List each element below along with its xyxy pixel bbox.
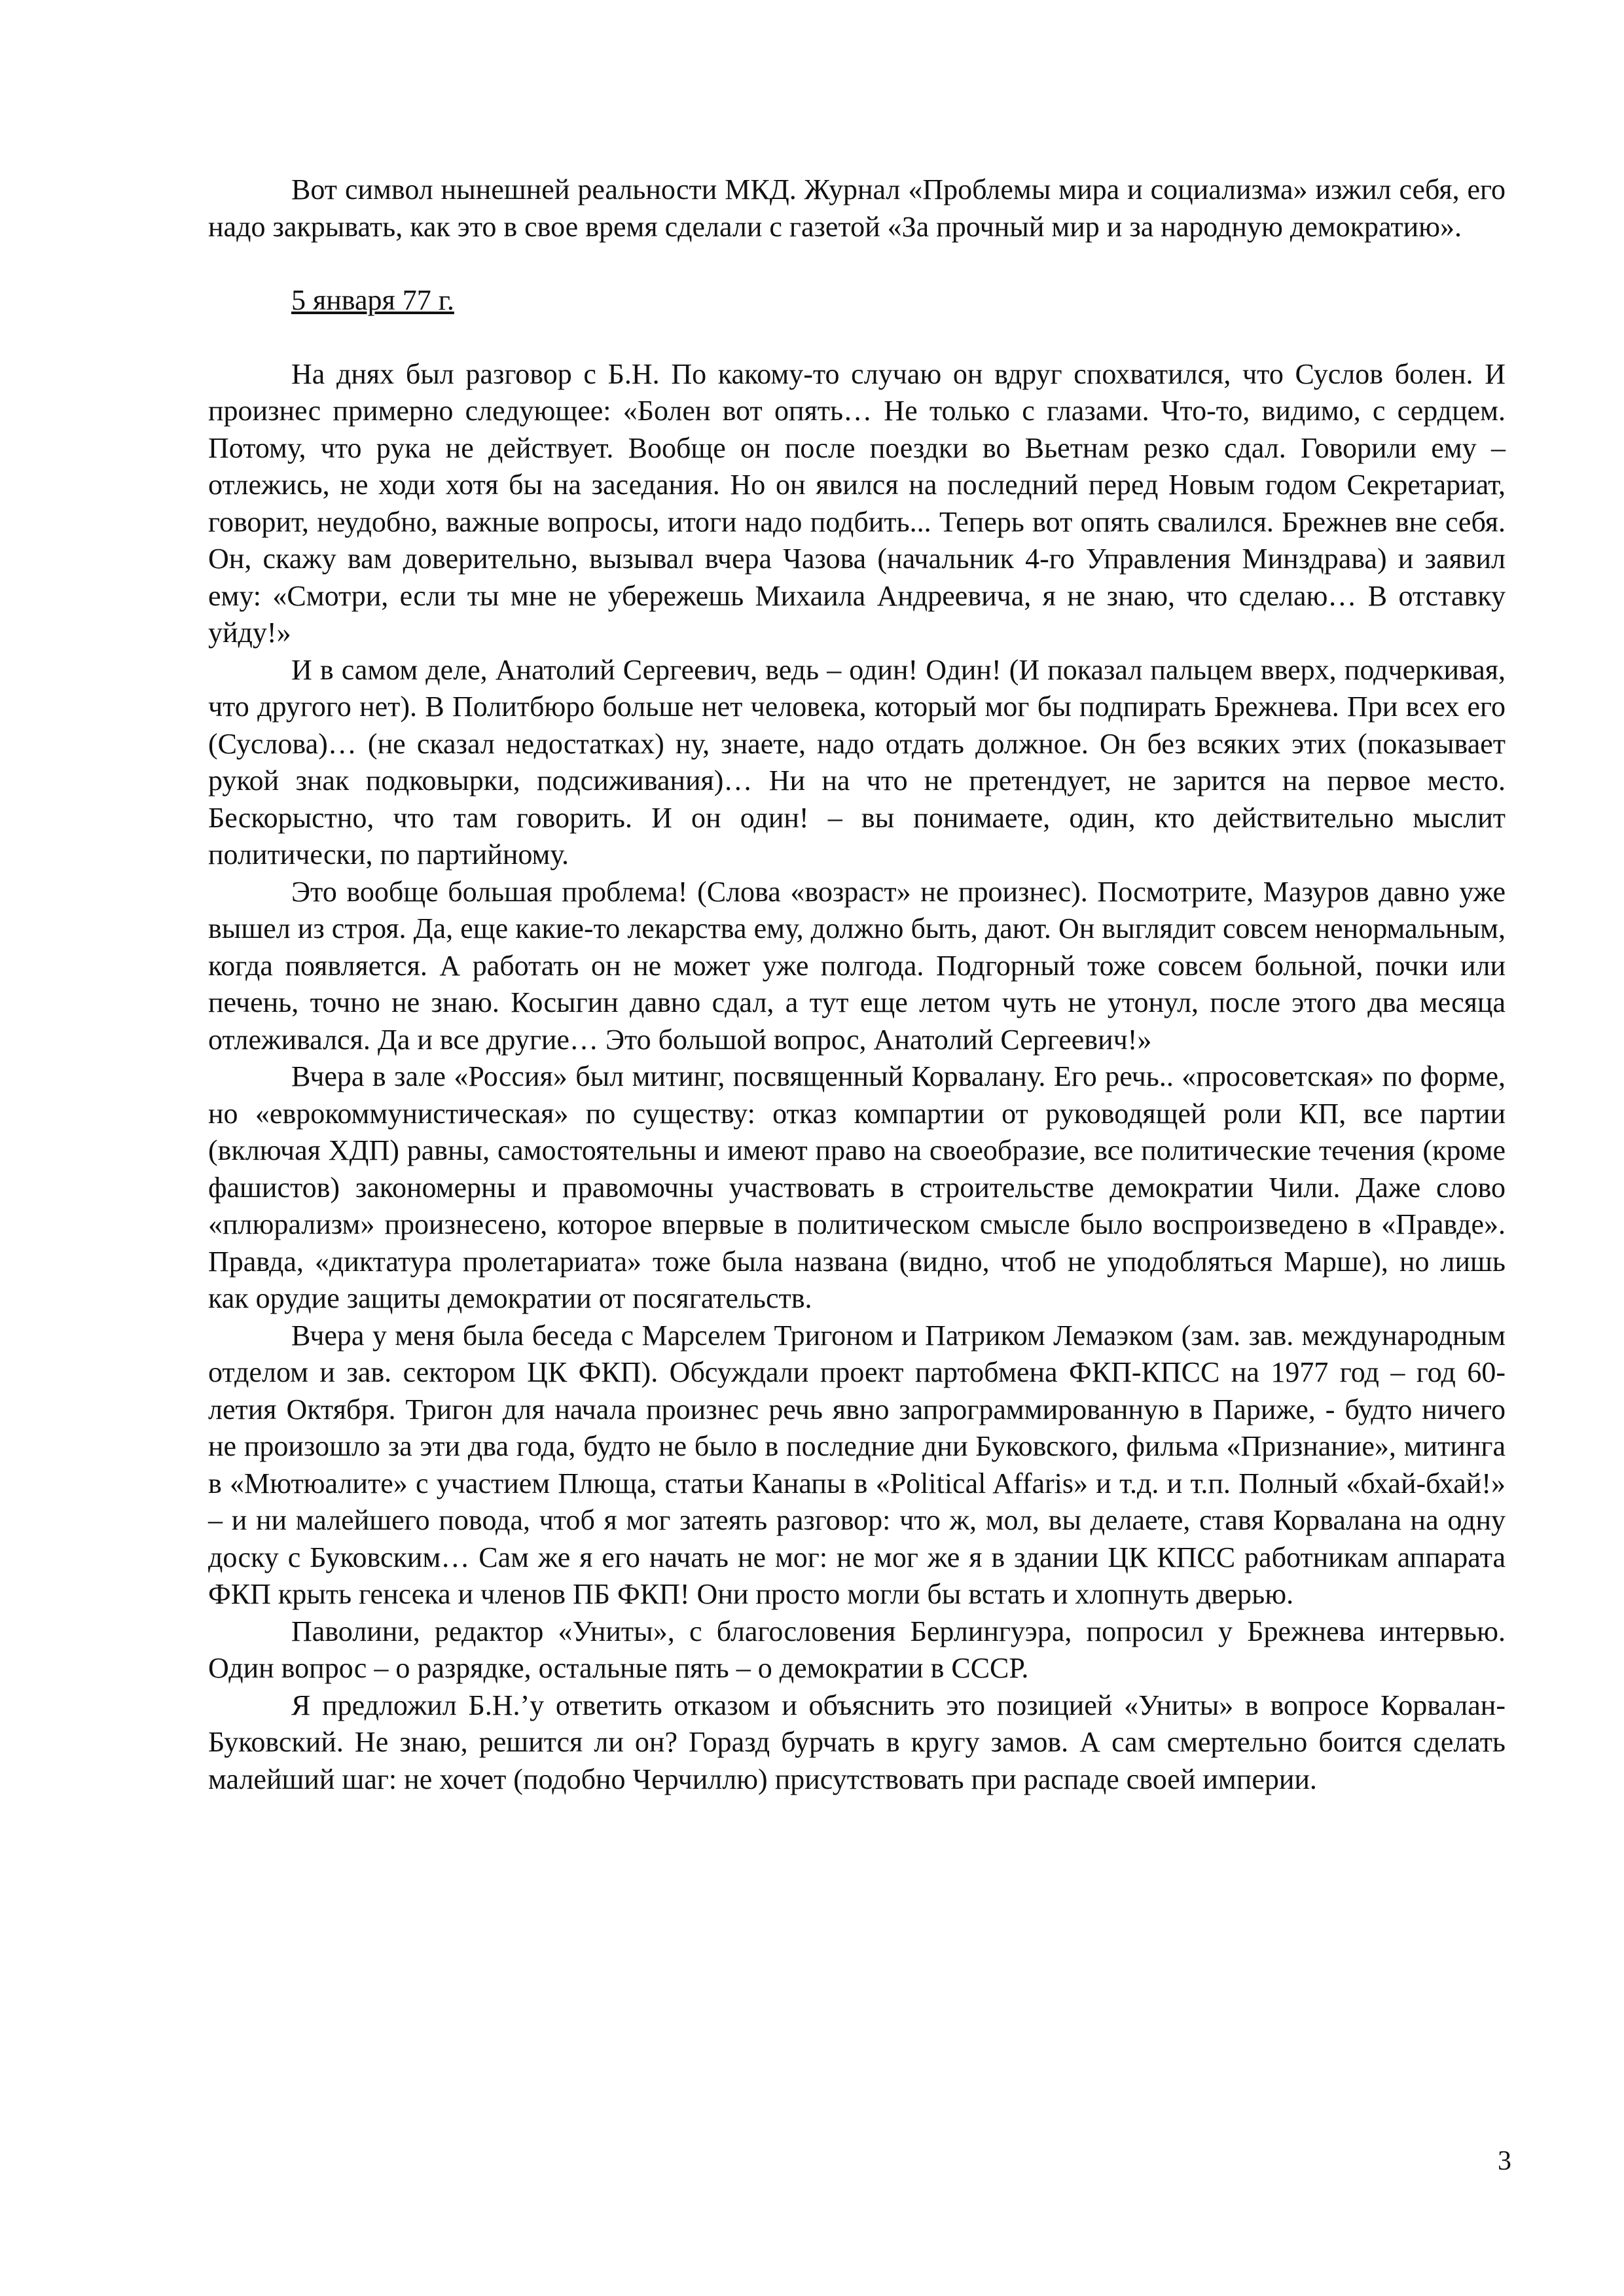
- body-paragraph: Паволини, редактор «Униты», с благословения Берлингуэра, попросил у Брежнева интервью. Один вопрос – о разрядке, остальные пять – о демократии в СССР.: [208, 1615, 1506, 1684]
- body-paragraph: На днях был разговор с Б.Н. По какому-то случаю он вдруг спохватился, что Суслов болен. И произнес примерно следующее: «Болен вот опять… Не только с глазами. Что-то, видимо, с сердцем. Потому, что рука не действует. Вообще он после поездки во Вьетнам резко сдал. Говорили ему – отлежись, не ходи хотя бы на заседания. Но он явился на последний перед Новым годом Секретариат, говорит, неудобно, важные вопросы, итоги надо подбить... Теперь вот опять свалился. Брежнев вне себя. Он, скажу вам доверительно, вызывал вчера Чазова (начальник 4-го Управления Минздрава) и заявил ему: «Смотри, если ты мне не убережешь Михаила Андреевича, я не знаю, что сделаю… В отставку уйду!»: [208, 357, 1506, 649]
- body-paragraph: Вчера в зале «Россия» был митинг, посвященный Корвалану. Его речь.. «просоветская» по форме, но «еврокоммунистическая» по существу: отказ компартии от руководящей роли КП, все партии (включая ХДП) равны, самостоятельны и имеют право на своеобразие, все политические течения (кроме фашистов) закономерны и правомочны участвовать в строительстве демократии Чили. Даже слово «плюрализм» произнесено, которое впервые в политическом смысле было воспроизведено в «Правде». Правда, «диктатура пролетариата» тоже была названа (видно, чтоб не уподобляться Марше), но лишь как орудие защиты демократии от посягательств.: [208, 1060, 1506, 1314]
- body-paragraph: Вчера у меня была беседа с Марселем Тригоном и Патриком Лемаэком (зам. зав. международным отделом и зав. сектором ЦК ФКП). Обсуждали проект партобмена ФКП-КПСС на 1977 год – год 60-летия Октября. Тригон для начала произнес речь явно запрограммированную в Париже, - будто ничего не произошло за эти два года, будто не было в последние дни Буковского, фильма «Признание», митинга в «Мютюалите» с участием Плюща, статьи Канапы в «Political Affaris» и т.д. и т.п. Полный «бхай-бхай!» – и ни малейшего повода, чтоб я мог затеять разговор: что ж, мол, вы делаете, ставя Корвалана на одну доску с Буковским… Сам же я его начать не мог: не мог же я в здании ЦК КПСС работникам аппарата ФКП крыть генсека и членов ПБ ФКП! Они просто могли бы встать и хлопнуть дверью.: [208, 1319, 1506, 1610]
- body-paragraph: Я предложил Б.Н.’у ответить отказом и объяснить это позицией «Униты» в вопросе Корвалан-Буковский. Не знаю, решится ли он? Гоpазд бурчать в кругу замов. А сам смертельно боится сделать малейший шаг: не хочет (подобно Черчиллю) присутствовать при распаде своей империи.: [208, 1689, 1506, 1795]
- document-body: [208, 171, 1506, 1798]
- intro-paragraph: Вот символ нынешней реальности МКД. Журнал «Проблемы мира и социализма» изжил себя, его надо закрывать, как это в свое время сделали с газетой «За прочный мир и за народную демократию».: [208, 173, 1506, 243]
- page-number: 3: [1498, 2146, 1511, 2176]
- body-paragraph: И в самом деле, Анатолий Сергеевич, ведь – один! Один! (И показал пальцем вверх, подчеркивая, что другого нет). В Политбюро больше нет человека, который мог бы подпирать Брежнева. При всех его (Суслова)… (не сказал недостатках) ну, знаете, надо отдать должное. Он без всяких этих (показывает рукой знак подковырки, подсиживания)… Ни на что не претендует, не зарится на первое место. Бескорыстно, что там говорить. И он один! – вы понимаете, один, кто действительно мыслит политически, по партийному.: [208, 653, 1506, 870]
- date-heading: [208, 282, 1506, 319]
- body-paragraph: Это вообще большая проблема! (Слова «возраст» не произнес). Посмотрите, Мазуров давно уже вышел из строя. Да, еще какие-то лекарства ему, должно быть, дают. Он выглядит совсем ненормальным, когда появляется. А работать он не может уже полгода. Подгорный тоже совсем больной, почки или печень, точно не знаю. Косыгин давно сдал, а тут еще летом чуть не утонул, после этого два месяца отлеживался. Да и все другие… Это большой вопрос, Анатолий Сергеевич!»: [208, 875, 1506, 1056]
- date-heading-text: 5 января 77 г.: [291, 284, 454, 316]
